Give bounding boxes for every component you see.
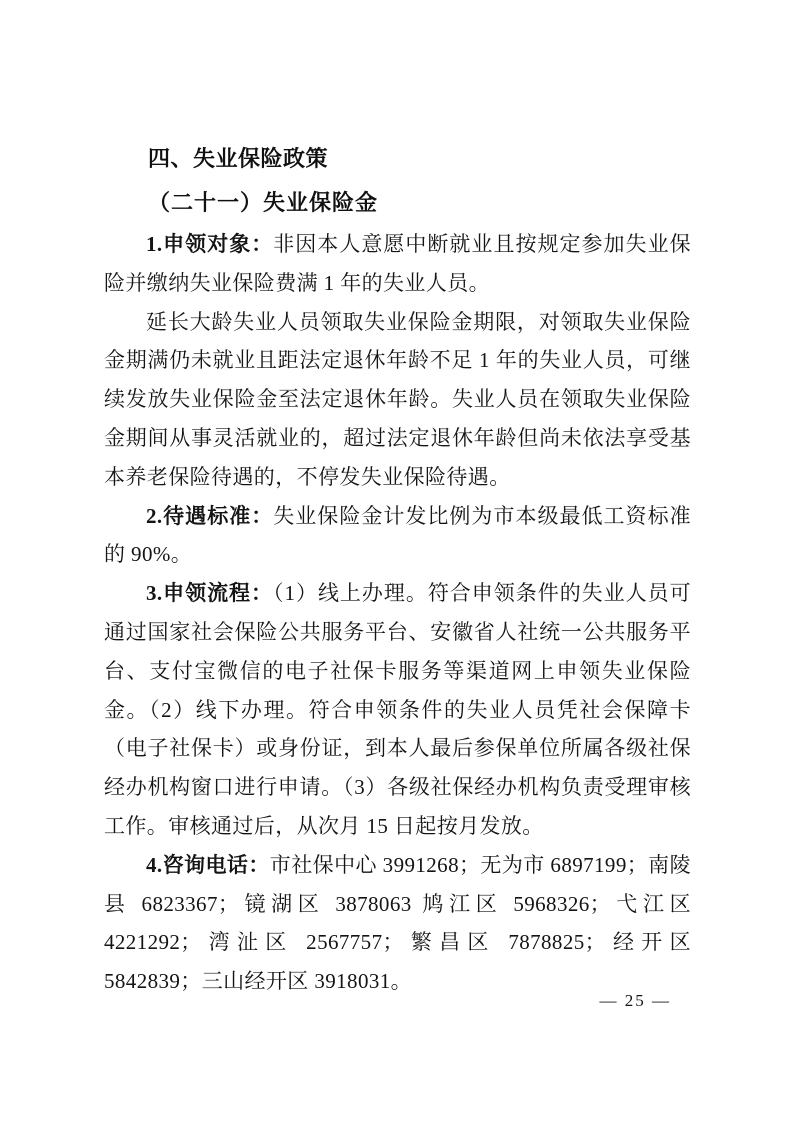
paragraph-application-target — [104, 225, 691, 303]
section-heading: 四、失业保险政策 — [148, 146, 329, 171]
paragraph-application-process — [104, 574, 691, 846]
paragraph-extension-provision-text: 延长大龄失业人员领取失业保险金期限，对领取失业保险金期满仍未就业且距法定退休年龄不足 1 年的失业人员，可继续发放失业保险金至法定退休年龄。失业人员在领取失业保险金期间从事灵活就业的，超过法定退休年龄但尚未依法享受基本养老保险待遇的，不停发失业保险待遇。 — [104, 309, 691, 489]
paragraph-application-target-label: 1.申领对象： — [146, 232, 274, 256]
paragraph-hotline-numbers — [104, 846, 691, 1001]
paragraph-benefit-standard-label: 2.待遇标准： — [146, 503, 274, 528]
paragraph-hotline-numbers-label: 4.咨询电话： — [146, 852, 270, 877]
paragraph-application-process-text: （1）线上办理。符合申领条件的失业人员可通过国家社会保险公共服务平台、安徽省人社统一公共服务平台、支付宝微信的电子社保卡服务等渠道网上申领失业保险金。（2）线下办理。符合申领条件的失业人员凭社会保障卡（电子社保卡）或身份证，到本人最后参保单位所属各级社保经办机构窗口进行申请。（3）各级社保经办机构负责受理审核工作。审核通过后，从次月 15 日起按月发放。 — [104, 581, 691, 838]
document-content — [104, 138, 691, 1001]
subsection-heading: （二十一）失业保险金 — [148, 190, 379, 215]
paragraph-benefit-standard — [104, 497, 691, 575]
paragraph-extension-provision — [104, 303, 691, 497]
paragraph-application-target-text: 非因本人意愿中断就业且按规定参加失业保险并缴纳失业保险费满 1 年的失业人员。 — [104, 232, 691, 295]
paragraph-benefit-standard-text: 失业保险金计发比例为市本级最低工资标准的 90%。 — [104, 503, 691, 567]
page-number: — 25 — — [599, 991, 671, 1010]
paragraph-hotline-numbers-text: 市社保中心 3991268；无为市 6897199；南陵县 6823367；镜湖区 3878063 鸠江区 5968326；弋江区 4221292；湾沚区 2567757；繁昌区 7878825；经开区 5842839；三山经开区 3918031。 — [104, 852, 691, 994]
paragraph-application-process-label: 3.申领流程： — [146, 581, 274, 606]
